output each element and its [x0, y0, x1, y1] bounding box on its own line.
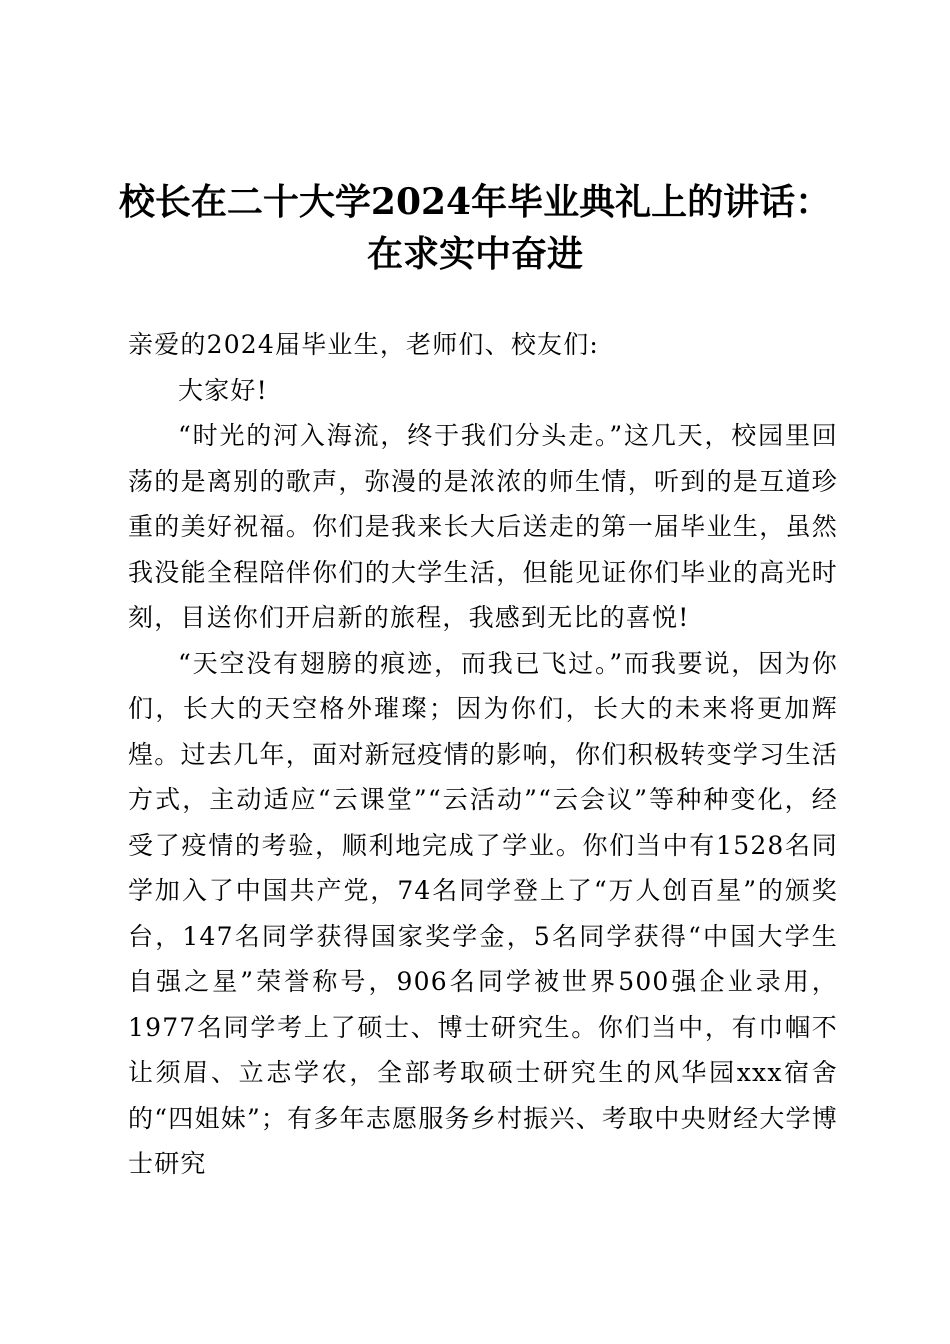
greeting: 大家好!	[178, 375, 268, 405]
speech-title	[100, 176, 850, 280]
title-line-2: 在求实中奋进	[366, 233, 583, 275]
title-line-1: 校长在二十大学2024年毕业典礼上的讲话：	[118, 181, 832, 223]
paragraph-2: “天空没有翅膀的痕迹，而我已飞过。”而我要说，因为你们，长大的天空格外璀璨；因为你们，长大的未来将更加辉煌。过去几年，面对新冠疫情的影响，你们积极转变学习生活方式，主动适应“云课堂”“云活动”“云会议”等种种变化，经受了疫情的考验，顺利地完成了学业。你们当中有1528名同学加入了中国共产党，74名同学登上了“万人创百星”的颁奖台，147名同学获得国家奖学金，5名同学获得“中国大学生自强之星”荣誉称号，906名同学被世界500强企业录用，1977名同学考上了硕士、博士研究生。你们当中，有巾帼不让须眉、立志学农，全部考取硕士研究生的风华园xxx宿舍的“四姐妹”；有多年志愿服务乡村振兴、考取中央财经大学博士研究	[128, 648, 838, 1178]
paragraph-1: “时光的河入海流，终于我们分头走。”这几天，校园里回荡的是离别的歌声，弥漫的是浓浓的师生情，听到的是互道珍重的美好祝福。你们是我来长大后送走的第一届毕业生，虽然我没能全程陪伴你们的大学生活，但能见证你们毕业的高光时刻，目送你们开启新的旅程，我感到无比的喜悦!	[128, 421, 838, 632]
salutation: 亲爱的2024届毕业生，老师们、校友们:	[128, 330, 600, 359]
speech-body	[128, 322, 838, 1187]
